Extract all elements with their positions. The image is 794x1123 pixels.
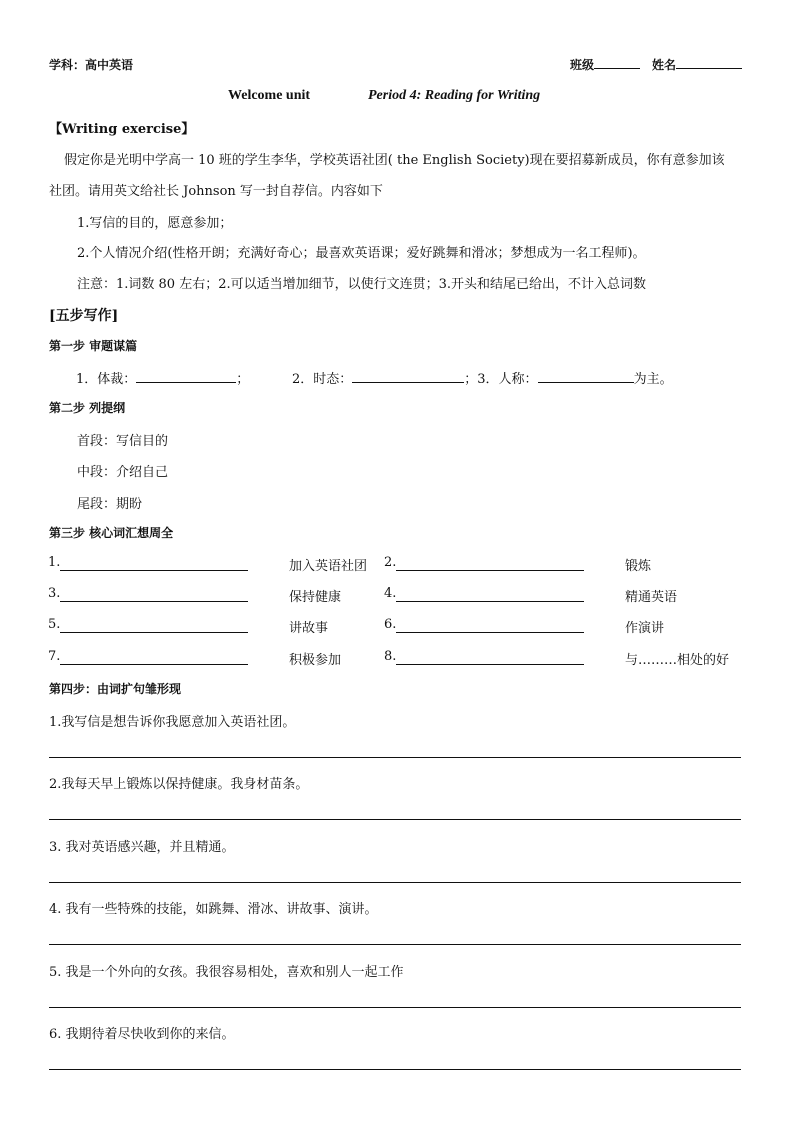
content-point-2: 2.个人情况介绍(性格开朗；充满好奇心；最喜欢英语课；爱好跳舞和滑冰；梦想成为一名工程师)。 [77, 246, 646, 261]
step1-tense [292, 368, 673, 387]
vocab-blank-4[interactable] [396, 601, 584, 602]
name-label: 姓名 [652, 58, 677, 72]
subject-label: 学科：高中英语 [49, 58, 134, 72]
vocab-number-6: 6. [384, 617, 397, 632]
name-field[interactable] [652, 56, 742, 73]
vocab-number-5: 5. [48, 617, 61, 632]
sentence-prompt-4: 4. 我有一些特殊的技能，如跳舞、滑冰、讲故事、演讲。 [49, 902, 378, 917]
vocab-cue-6: 作演讲 [625, 621, 665, 636]
note-text: 注意：1.词数 80 左右；2.可以适当增加细节，以使行文连贯；3.开头和结尾已给出，不计入总词数 [77, 277, 647, 292]
vocab-blank-5[interactable] [60, 632, 248, 633]
outline-last-paragraph: 尾段：期盼 [77, 497, 143, 512]
answer-line-2[interactable] [49, 819, 741, 820]
vocab-blank-8[interactable] [396, 664, 584, 665]
person-end: 为主。 [633, 372, 673, 387]
vocab-blank-7[interactable] [60, 664, 248, 665]
class-blank[interactable] [594, 56, 640, 69]
sentence-prompt-3: 3. 我对英语感兴趣，并且精通。 [49, 840, 235, 855]
answer-line-3[interactable] [49, 882, 741, 883]
vocab-cue-8: 与………相处的好 [625, 653, 730, 668]
answer-line-1[interactable] [49, 757, 741, 758]
step4-title: 第四步：由词扩句雏形现 [49, 682, 182, 696]
sentence-prompt-1: 1.我写信是想告诉你我愿意加入英语社团。 [49, 715, 296, 730]
prompt-line-1: 假定你是光明中学高一 10 班的学生李华，学校英语社团( the English Society)现在要招募新成员，你有意参加该 [64, 153, 725, 168]
answer-line-6[interactable] [49, 1069, 741, 1070]
person-blank[interactable] [538, 370, 634, 383]
answer-line-4[interactable] [49, 944, 741, 945]
person-label: ；3．人称： [464, 372, 538, 387]
vocab-cue-2: 锻炼 [625, 559, 652, 574]
class-label: 班级 [570, 58, 595, 72]
genre-blank[interactable] [136, 370, 236, 383]
outline-middle-paragraph: 中段：介绍自己 [77, 465, 169, 480]
vocab-number-3: 3. [48, 586, 61, 601]
answer-line-5[interactable] [49, 1007, 741, 1008]
content-point-1: 1.写信的目的，愿意参加； [77, 216, 233, 231]
vocab-number-2: 2. [384, 555, 397, 570]
tense-label: 2．时态： [292, 372, 353, 387]
vocab-cue-4: 精通英语 [625, 590, 678, 605]
vocab-cue-3: 保持健康 [289, 590, 342, 605]
step1-genre [76, 368, 249, 387]
genre-label: 1．体裁： [76, 372, 137, 387]
step1-title: 第一步 审题谋篇 [49, 339, 138, 353]
period-title-text: Period 4: Reading for Writing [368, 88, 541, 103]
sentence-prompt-6: 6. 我期待着尽快收到你的来信。 [49, 1027, 235, 1042]
vocab-cue-7: 积极参加 [289, 653, 342, 668]
step2-title: 第二步 列提纲 [49, 401, 126, 415]
vocab-number-8: 8. [384, 649, 397, 664]
vocab-number-4: 4. [384, 586, 397, 601]
five-steps-heading: [五步写作] [49, 308, 119, 324]
sentence-prompt-5: 5. 我是一个外向的女孩。我很容易相处，喜欢和别人一起工作 [49, 965, 404, 980]
tense-blank[interactable] [352, 370, 464, 383]
vocab-blank-3[interactable] [60, 601, 248, 602]
vocab-blank-6[interactable] [396, 632, 584, 633]
outline-first-paragraph: 首段：写信目的 [77, 434, 169, 449]
vocab-cue-5: 讲故事 [289, 621, 329, 636]
prompt-line-2: 社团。请用英文给社长 Johnson 写一封自荐信。内容如下 [49, 184, 383, 199]
class-field[interactable] [570, 56, 640, 73]
unit-title: Welcome unit [228, 88, 311, 103]
exercise-heading: 【Writing exercise】 [49, 122, 195, 137]
vocab-cue-1: 加入英语社团 [289, 559, 368, 574]
sentence-prompt-2: 2.我每天早上锻炼以保持健康。我身材苗条。 [49, 777, 309, 792]
vocab-blank-2[interactable] [396, 570, 584, 571]
vocab-number-1: 1. [48, 555, 61, 570]
vocab-blank-1[interactable] [60, 570, 248, 571]
period-title [368, 88, 540, 104]
step3-title: 第三步 核心词汇想周全 [49, 526, 174, 540]
vocab-number-7: 7. [48, 649, 61, 664]
name-blank[interactable] [676, 56, 742, 69]
genre-end: ； [236, 372, 250, 387]
